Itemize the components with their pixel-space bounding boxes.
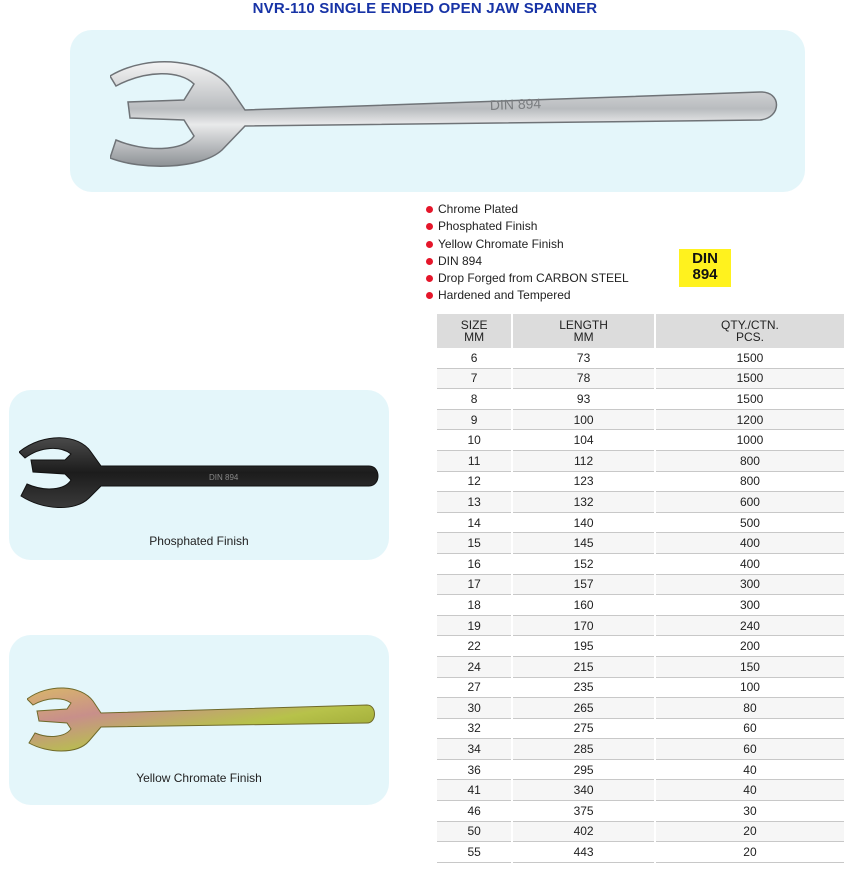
size-cell: 17 — [437, 574, 512, 595]
table-row — [437, 430, 844, 451]
table-row — [437, 842, 844, 863]
qty-cell: 30 — [655, 801, 844, 822]
spec-table — [437, 314, 844, 863]
size-cell: 15 — [437, 533, 512, 554]
qty-cell: 60 — [655, 718, 844, 739]
header-length: LENGTH MM — [512, 314, 655, 348]
table-row — [437, 821, 844, 842]
table-row — [437, 636, 844, 657]
feature-item: Chrome Plated — [424, 201, 629, 218]
qty-cell: 1500 — [655, 368, 844, 389]
size-cell: 27 — [437, 677, 512, 698]
feature-item: DIN 894 — [424, 253, 629, 270]
feature-item: Hardened and Tempered — [424, 287, 629, 304]
length-cell: 235 — [512, 677, 655, 698]
qty-cell: 1200 — [655, 409, 844, 430]
table-row — [437, 780, 844, 801]
qty-cell: 80 — [655, 698, 844, 719]
phosphated-caption: Phosphated Finish — [149, 534, 249, 548]
table-row — [437, 409, 844, 430]
length-cell: 265 — [512, 698, 655, 719]
yellow-chromate-caption: Yellow Chromate Finish — [136, 771, 262, 785]
length-cell: 157 — [512, 574, 655, 595]
page-title: NVR-110 SINGLE ENDED OPEN JAW SPANNER — [252, 0, 598, 17]
feature-list — [424, 201, 629, 305]
size-cell: 36 — [437, 759, 512, 780]
size-cell: 18 — [437, 595, 512, 616]
bullet-icon — [426, 258, 433, 265]
chrome-spanner-panel — [70, 30, 805, 192]
table-row — [437, 512, 844, 533]
length-cell: 275 — [512, 718, 655, 739]
qty-cell: 1500 — [655, 348, 844, 368]
qty-cell: 1500 — [655, 389, 844, 410]
length-cell: 152 — [512, 553, 655, 574]
length-cell: 145 — [512, 533, 655, 554]
chrome-spanner-image — [110, 58, 790, 168]
qty-cell: 240 — [655, 615, 844, 636]
din-894-badge: DIN 894 — [679, 249, 731, 287]
size-cell: 55 — [437, 842, 512, 863]
length-cell: 123 — [512, 471, 655, 492]
qty-cell: 100 — [655, 677, 844, 698]
size-cell: 8 — [437, 389, 512, 410]
phosphated-spanner-stamp: DIN 894 — [209, 473, 239, 482]
chrome-spanner-stamp: DIN 894 — [489, 95, 542, 113]
header-qty: QTY./CTN. PCS. — [655, 314, 844, 348]
qty-cell: 20 — [655, 842, 844, 863]
table-row — [437, 677, 844, 698]
yellow-spanner-panel — [9, 635, 389, 805]
table-row — [437, 533, 844, 554]
table-row — [437, 492, 844, 513]
size-cell: 50 — [437, 821, 512, 842]
size-cell: 6 — [437, 348, 512, 368]
spec-table-body — [437, 348, 844, 862]
table-row — [437, 759, 844, 780]
length-cell: 93 — [512, 389, 655, 410]
qty-cell: 800 — [655, 471, 844, 492]
phosphated-spanner-panel — [9, 390, 389, 560]
qty-cell: 400 — [655, 533, 844, 554]
table-row — [437, 574, 844, 595]
qty-cell: 300 — [655, 574, 844, 595]
length-cell: 160 — [512, 595, 655, 616]
table-row — [437, 553, 844, 574]
size-cell: 46 — [437, 801, 512, 822]
length-cell: 402 — [512, 821, 655, 842]
length-cell: 78 — [512, 368, 655, 389]
yellow-chromate-spanner-image — [27, 685, 377, 755]
size-cell: 41 — [437, 780, 512, 801]
length-cell: 285 — [512, 739, 655, 760]
size-cell: 13 — [437, 492, 512, 513]
length-cell: 215 — [512, 656, 655, 677]
qty-cell: 20 — [655, 821, 844, 842]
size-cell: 32 — [437, 718, 512, 739]
qty-cell: 200 — [655, 636, 844, 657]
length-cell: 112 — [512, 450, 655, 471]
table-row — [437, 698, 844, 719]
table-row — [437, 656, 844, 677]
qty-cell: 600 — [655, 492, 844, 513]
qty-cell: 800 — [655, 450, 844, 471]
bullet-icon — [426, 223, 433, 230]
table-row — [437, 348, 844, 368]
feature-item: Drop Forged from CARBON STEEL — [424, 270, 629, 287]
qty-cell: 40 — [655, 759, 844, 780]
table-row — [437, 368, 844, 389]
length-cell: 340 — [512, 780, 655, 801]
phosphated-spanner-image — [19, 430, 379, 510]
size-cell: 24 — [437, 656, 512, 677]
length-cell: 170 — [512, 615, 655, 636]
qty-cell: 60 — [655, 739, 844, 760]
bullet-icon — [426, 241, 433, 248]
qty-cell: 500 — [655, 512, 844, 533]
bullet-icon — [426, 292, 433, 299]
size-cell: 11 — [437, 450, 512, 471]
header-size: SIZE MM — [437, 314, 512, 348]
size-cell: 19 — [437, 615, 512, 636]
size-cell: 16 — [437, 553, 512, 574]
length-cell: 132 — [512, 492, 655, 513]
table-row — [437, 801, 844, 822]
length-cell: 104 — [512, 430, 655, 451]
length-cell: 195 — [512, 636, 655, 657]
feature-item: Phosphated Finish — [424, 218, 629, 235]
feature-item: Yellow Chromate Finish — [424, 236, 629, 253]
table-row — [437, 471, 844, 492]
table-row — [437, 739, 844, 760]
bullet-icon — [426, 275, 433, 282]
length-cell: 375 — [512, 801, 655, 822]
table-row — [437, 615, 844, 636]
table-row — [437, 718, 844, 739]
length-cell: 443 — [512, 842, 655, 863]
size-cell: 30 — [437, 698, 512, 719]
table-row — [437, 389, 844, 410]
qty-cell: 300 — [655, 595, 844, 616]
qty-cell: 400 — [655, 553, 844, 574]
length-cell: 73 — [512, 348, 655, 368]
table-header-row — [437, 314, 844, 348]
length-cell: 140 — [512, 512, 655, 533]
qty-cell: 1000 — [655, 430, 844, 451]
table-row — [437, 450, 844, 471]
size-cell: 34 — [437, 739, 512, 760]
qty-cell: 150 — [655, 656, 844, 677]
size-cell: 7 — [437, 368, 512, 389]
size-cell: 22 — [437, 636, 512, 657]
length-cell: 100 — [512, 409, 655, 430]
table-row — [437, 595, 844, 616]
qty-cell: 40 — [655, 780, 844, 801]
bullet-icon — [426, 206, 433, 213]
size-cell: 10 — [437, 430, 512, 451]
size-cell: 12 — [437, 471, 512, 492]
size-cell: 9 — [437, 409, 512, 430]
length-cell: 295 — [512, 759, 655, 780]
size-cell: 14 — [437, 512, 512, 533]
